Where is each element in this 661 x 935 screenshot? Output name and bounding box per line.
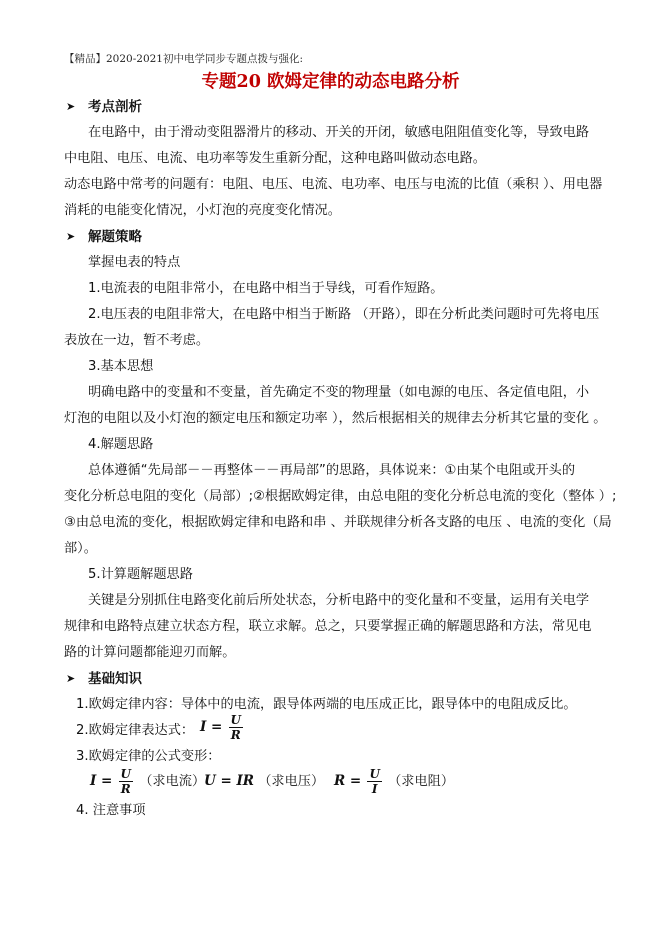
ohm-law-expression <box>200 712 245 743</box>
section-bullet-icon: ➤ <box>66 230 76 243</box>
paragraph-line: 1.电流表的电阻非常小，在电路中相当于导线，可看作短路。 <box>88 281 444 296</box>
paragraph-line: 5.计算题解题思路 <box>88 567 193 582</box>
paragraph-line: 规律和电路特点建立状态方程，联立求解。总之，只要掌握正确的解题思路和方法，常见电 <box>64 619 592 634</box>
paragraph-line: 关键是分别抓住电路变化前后所处状态，分析电路中的变化量和不变量，运用有关电学 <box>88 593 590 608</box>
numerator: U <box>230 712 241 727</box>
formula-note: （求电阻） <box>388 774 455 789</box>
formula-current <box>90 766 205 797</box>
paragraph-line: 表放在一边，暂不考虑。 <box>64 333 210 348</box>
numerator: U <box>120 766 131 781</box>
paragraph-line: 动态电路中常考的问题有：电阻、电压、电流、电功率、电压与电流的比值（乘积 ）、用电器 <box>64 177 603 192</box>
section-heading-jichu: 基础知识 <box>88 671 142 687</box>
fraction-u-over-i <box>367 768 381 795</box>
paragraph-line: 1.欧姆定律内容：导体中的电流，跟导体两端的电压成正比，跟导体中的电阻成反比。 <box>76 697 577 712</box>
paragraph-line: 4.解题思路 <box>88 437 154 452</box>
section-bullet-icon: ➤ <box>66 672 76 685</box>
formula-expression: U = IR <box>204 773 255 789</box>
paragraph-line: 中电阻、电压、电流、电功率等发生重新分配，这种电路叫做动态电路。 <box>64 151 486 166</box>
paragraph-line: 总体遵循“先局部－－再整体－－再局部”的思路，具体说来：①由某个电阻或开头的 <box>88 463 576 478</box>
paragraph-line: 明确电路中的变量和不变量，首先确定不变的物理量（如电源的电压、各定值电阻，小 <box>88 385 590 400</box>
formula-note: （求电流） <box>139 774 206 789</box>
formula-lhs: I = <box>90 773 113 789</box>
paragraph-line: 在电路中，由于滑动变阻器滑片的移动、开关的开闭，敏感电阻阻值变化等，导致电路 <box>88 125 590 140</box>
paragraph-line: 掌握电表的特点 <box>88 255 181 270</box>
paragraph-line: 2.电压表的电阻非常大，在电路中相当于断路 （开路），即在分析此类问题时可先将电压 <box>88 307 600 322</box>
formula-label: 2.欧姆定律表达式： <box>76 723 195 738</box>
section-heading-jieti: 解题策略 <box>88 229 142 245</box>
paragraph-line: ③由总电流的变化，根据欧姆定律和电路和串 、并联规律分析各支路的电压 、电流的变化（局 <box>64 515 612 530</box>
paragraph-line: 消耗的电能变化情况，小灯泡的亮度变化情况。 <box>64 203 341 218</box>
denominator: R <box>230 727 241 742</box>
paragraph-line: 4. 注意事项 <box>76 803 146 818</box>
section-bullet-icon: ➤ <box>66 100 76 113</box>
numerator: U <box>369 766 380 781</box>
paragraph-line: 灯泡的电阻以及小灯泡的额定电压和额定功率 ），然后根据相关的规律去分析其它量的变化 。 <box>64 411 607 426</box>
formula-lhs: I = <box>200 719 223 735</box>
formula-note: （求电压） <box>258 774 325 789</box>
paragraph-line: 3.基本思想 <box>88 359 154 374</box>
denominator: R <box>120 781 131 796</box>
paragraph-line <box>76 722 194 740</box>
paragraph-line: 3.欧姆定律的公式变形： <box>76 749 221 764</box>
denominator: I <box>371 781 378 796</box>
paragraph-line: 路的计算问题都能迎刃而解。 <box>64 645 236 660</box>
formula-resistance <box>334 766 454 797</box>
formula-lhs: R = <box>334 773 362 789</box>
paragraph-line: 变化分析总电阻的变化（局部）;②根据欧姆定律，由总电阻的变化分析总电流的变化（整体 ）; <box>64 489 617 504</box>
paragraph-line: 部）。 <box>64 541 97 556</box>
formula-voltage <box>204 766 324 797</box>
fraction-u-over-r <box>229 714 243 741</box>
fraction-u-over-r <box>119 768 133 795</box>
section-heading-kaodian: 考点剖析 <box>88 99 142 115</box>
document-header: 【精品】2020-2021初中电学同步专题点拨与强化: <box>64 53 304 65</box>
page-title: 专题20 欧姆定律的动态电路分析 <box>201 72 460 92</box>
